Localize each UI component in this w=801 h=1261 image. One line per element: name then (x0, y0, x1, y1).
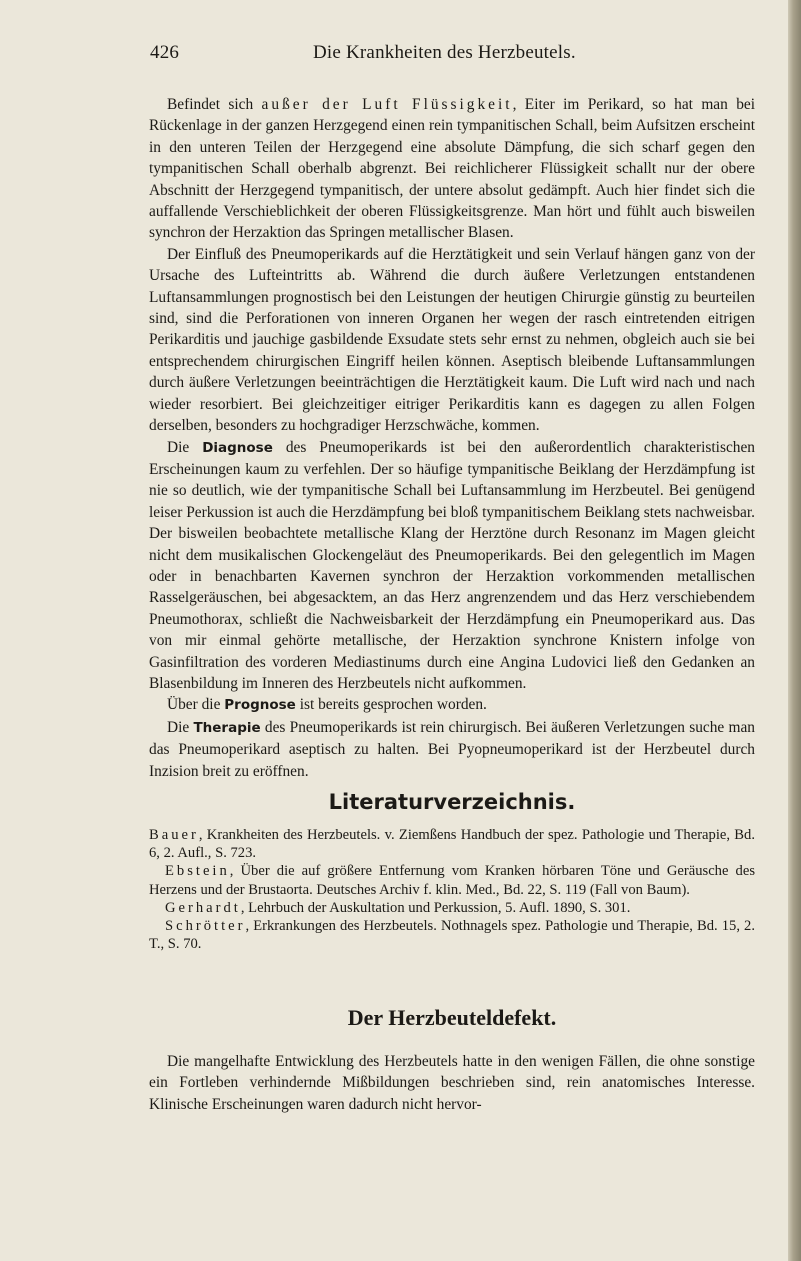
literature-text: , Lehrbuch der Auskultation und Perkussion, 5. Aufl. 1890, S. 301. (240, 899, 631, 916)
literature-list (149, 826, 755, 953)
literature-author: Bauer (149, 827, 199, 843)
literature-text: , Krankheiten des Herzbeutels. v. Ziemßens Handbuch der spez. Pathologie und Therapie, Bd. 6, 2. Aufl., S. 723. (149, 827, 755, 862)
paragraph-defekt: Die mangelhafte Entwicklung des Herzbeutels hatte in den wenigen Fällen, die ohne sonstige ein Fortleben verhindernde Mißbildungen beschrieben sind, rein anatomisches Interesse. Klinische Erscheinungen waren dadurch nicht hervor- (149, 1053, 755, 1113)
page-header (0, 42, 788, 70)
literature-author: Ebstein (165, 863, 230, 880)
diagnosis-keyword: Diagnose (202, 439, 273, 456)
main-text (149, 94, 755, 782)
page-edge-shadow (788, 0, 801, 1261)
p4-rest: ist bereits gesprochen worden. (295, 696, 487, 714)
p3-lead: Die (167, 438, 203, 456)
literature-author: Schrötter (165, 918, 246, 935)
p3-rest: des Pneumoperikards ist bei den außerordentlich charakteristischen Erscheinungen kaum zu verfehlen. Der so häufige tympanitische Beiklang der Herzdämpfung ist nie so deutlich, wie der tympanitische Schall bei Luftansammlung im Herzbeutel. Bei genügend leiser Perkussion ist auch die Herzdämpfung bei bloß tympanitischem Beiklang stets nachweisbar. Der bisweilen beobachtete metallische Klang der Herztöne durch Resonanz im Magen gleicht nicht dem musikalischen Glockengeläut des Pneumoperikards. Bei den gelegentlich im Magen oder in benachbarten Kavernen synchron der Herzaktion vorkommenden metallischen Rasselgeräuschen, bei abgesacktem, an das Herz angrenzendem und das Herz verschiebendem Pneumothorax, schließt die Nachweisbarkeit der Herzdämpfung ein Pneumoperikard aus. Das von mir einmal gehörte metallische, der Herzaktion synchrone Knistern infolge von Gasinfiltration des vorderen Mediastinums durch eine Angina Ludovici ließ den Gedanken an Blasenbildung im Inneren des Herzbeutels nicht aufkommen. (149, 438, 756, 692)
paragraph-diagnosis (149, 437, 755, 695)
running-head: Die Krankheiten des Herzbeutels. (313, 42, 576, 63)
p1-rest: , Eiter im Perikard, so hat man bei Rückenlage in der ganzen Herzgegend einen rein tympanitischen Schall, beim Aufsitzen erscheint in den unteren Teilen der Herzgegend eine absolute Dämpfung, die sich scharf gegen den tympanitischen Schall oberhalb abgrenzt. Bei reichlicherer Flüssigkeit schallt nur der obere Abschnitt der Herzgegend tympanitisch, der untere absolut gedämpft. Auch hier findet sich die auffallende Verschieblichkeit der oberen Flüssigkeitsgrenze. Man hört und fühlt auch bisweilen synchron der Herzaktion das Springen metallischer Blasen. (149, 96, 755, 242)
p5-rest: des Pneumoperikards ist rein chirurgisch. Bei äußeren Verletzungen suche man das Pneumoperikard aseptisch zu halten. Bei Pyopneumoperikard ist der Herzbeutel durch Inzision breit zu eröffnen. (149, 718, 755, 780)
p4-lead: Über die (167, 696, 225, 714)
paragraph-prognosis (149, 694, 755, 716)
therapy-keyword: Therapie (193, 719, 261, 736)
literature-author: Gerhardt (165, 899, 241, 916)
p1-lead: Befindet sich (167, 96, 262, 113)
literature-text: , Über die auf größere Entfernung vom Kranken hörbaren Töne und Geräusche des Herzens und der Brustaorta. Deutsches Archiv f. klin. Med., Bd. 22, S. 119 (Fall von Baum). (149, 863, 755, 898)
p1-emphasis: außer der Luft Flüssigkeit (261, 96, 513, 113)
paragraph-influence: Der Einfluß des Pneumoperikards auf die Herztätigkeit und sein Verlauf hängen ganz von der Ursache des Lufteintritts ab. Während die durch äußere Verletzungen entstandenen Luftansammlungen prognostisch bei den Leistungen der heutigen Chirurgie günstig zu beurteilen sind, sind die Perforationen von inneren Organen her wegen der rasch eintretenden eitrigen Perikarditis und jauchige gasbildende Exsudate stets sehr ernst zu nehmen, obgleich auch sie bei entsprechendem chirurgischen Eingriff heilen können. Aseptisch bleibende Luftansammlungen durch äußere Verletzungen beeinträchtigen die Herztätigkeit kaum. Die Luft wird nach und nach wieder resorbiert. Bei gleichzeitiger eitriger Perikarditis kann es dagegen zu allen Folgen derselben, besonders zu hochgradiger Herzschwäche, kommen. (149, 245, 755, 435)
defekt-text (149, 1051, 755, 1115)
literature-item (149, 899, 755, 917)
section-heading-herzbeuteldefekt: Der Herzbeuteldefekt. (347, 1005, 557, 1030)
literature-item (149, 862, 755, 898)
literature-item (149, 826, 755, 862)
paragraph-therapy (149, 717, 755, 782)
literature-heading: Literaturverzeichnis. (328, 790, 576, 814)
page-number: 426 (150, 42, 180, 63)
literature-item (149, 917, 755, 953)
prognosis-keyword: Prognose (224, 697, 296, 714)
p5-lead: Die (167, 718, 194, 736)
paragraph-fluid-in-pericardium (149, 94, 755, 244)
literature-text: , Erkrankungen des Herzbeutels. Nothnagels spez. Pathologie und Therapie, Bd. 15, 2. T., S. 70. (149, 918, 755, 953)
